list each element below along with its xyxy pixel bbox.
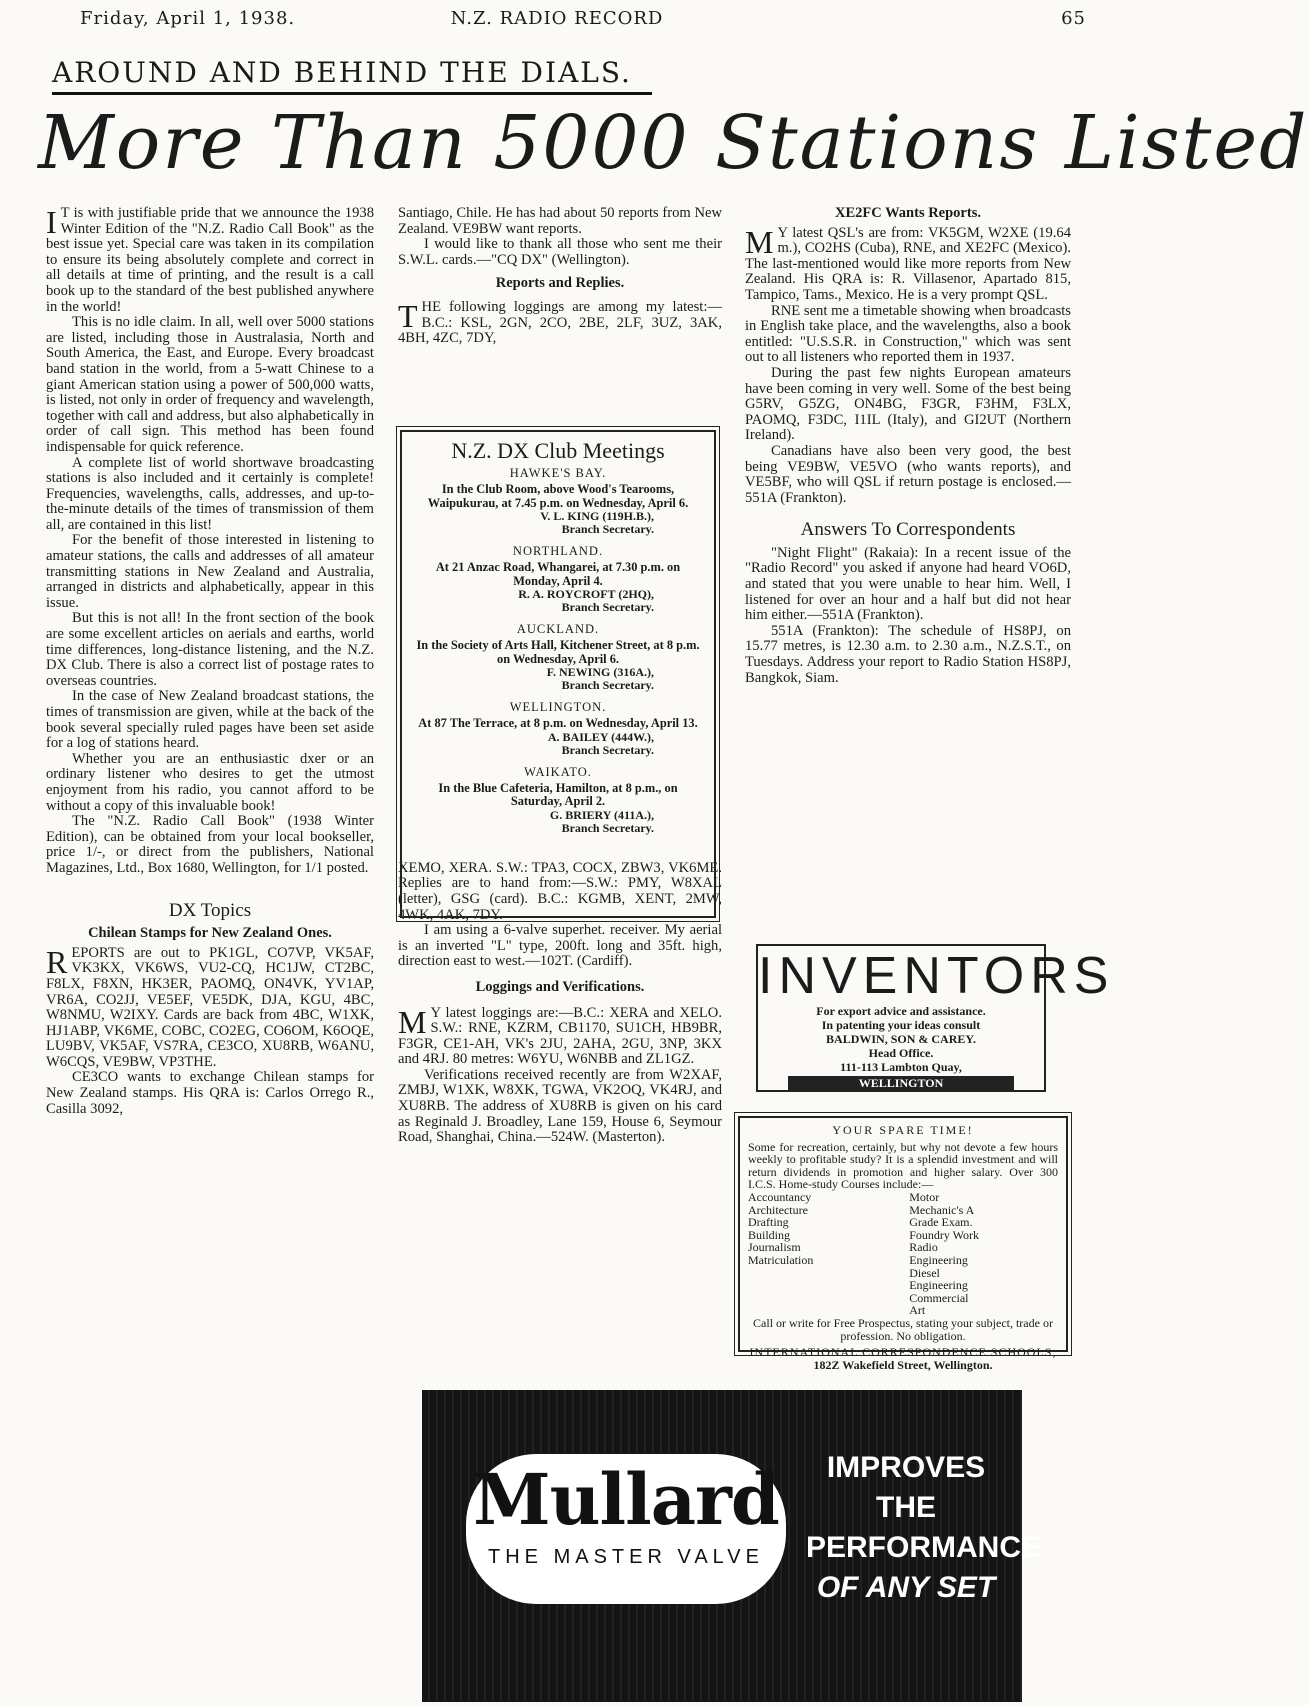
answers-heading: Answers To Correspondents	[800, 519, 1016, 541]
course-item: Accountancy	[748, 1189, 812, 1204]
branch-details: In the Blue Cafeteria, Hamilton, at 8 p.m., on Saturday, April 2.	[438, 781, 678, 809]
issue-date: Friday, April 1, 1938.	[80, 8, 296, 29]
article-para-8: The "N.Z. Radio Call Book" (1938 Winter Edition), can be obtained from your local bookseller, price 1/-, or direct from the publishers, National Magazines, Ltd., Box 1680, Wellington, for 1/1 posted.	[46, 813, 374, 876]
ce3co-para: CE3CO wants to exchange Chilean stamps for New Zealand stamps. His QRA is: Carlos Orrego R., Casilla 3092,	[46, 1069, 374, 1117]
slogan-line: PERFORMANCE	[806, 1531, 1042, 1564]
ad-title: INVENTORS	[758, 947, 1115, 1005]
branch-details: In the Club Room, above Wood's Tearooms, Waipukurau, at 7.45 p.m. on Wednesday, April 6.	[427, 482, 689, 510]
canadians-para: Canadians have also been very good, the best being VE9BW, VE5VO (who wants reports), and VE5BF, who will QSL if return postage is enclosed.—551A (Frankton).	[745, 442, 1071, 506]
secretary-title: Branch Secretary.	[561, 522, 654, 537]
course-item: Journalism	[748, 1240, 801, 1255]
secretary-title: Branch Secretary.	[561, 742, 654, 757]
course-item: Architecture	[748, 1202, 808, 1217]
ad-body: Some for recreation, certainly, but why not devote a few hours weekly to profitable study? It is a splendid investment and will return dividends in promotion and higher salary. Over 300 I.C.S. Home-study Courses include:—	[748, 1139, 1058, 1192]
course-item: Drafting	[748, 1215, 789, 1230]
article-para-5: But this is not all! In the front section of the book are some excellent articles on aerials and earths, world time differences, long-distance listening, and the N.Z. DX Club. There is also a correct list of postage rates to overseas countries.	[46, 610, 374, 689]
drop-cap: R	[46, 943, 68, 980]
ad-address: 182Z Wakefield Street, Wellington.	[813, 1357, 993, 1372]
branch-northland: NORTHLAND.	[512, 544, 604, 559]
branch-hawkes-bay: HAWKE'S BAY.	[509, 466, 607, 481]
headline: More Than 5000 Stations Listed	[38, 100, 1309, 186]
rne-para: RNE sent me a timetable showing when broadcasts in English take place, and the wavelengths, also a book entitled: "U.S.S.R. in Construction," which was sent out to all listeners who reported them in 1937.	[745, 302, 1071, 366]
secretary-title: Branch Secretary.	[561, 820, 654, 835]
secretary-name: R. A. ROYCROFT (2HQ),	[518, 586, 654, 601]
box-title: N.Z. DX Club Meetings	[451, 438, 665, 463]
verifications-para: Verifications received recently are from W2XAF, ZMBJ, W1XK, W8XK, TGWA, VK2OQ, VK4RJ, and XU8RB. The address of XU8RB is given on his card as Reginald J. Broadley, Lane 159, House 6, Seymour Road, Shanghai, China.—524W. (Masterton).	[398, 1066, 722, 1146]
ad-call: Call or write for Free Prospectus, stating your subject, trade or profession. No obligation.	[753, 1315, 1053, 1343]
article-para-6: In the case of New Zealand broadcast stations, the times of transmission are given, while at the back of the book several specially ruled pages have been set aside for a log of stations heard.	[46, 688, 374, 752]
article-para-2: This is no idle claim. In all, well over 5000 stations are listed, including those in Australasia, North and South America, the East, and Europe. Every broadcast band station in the world, from a 5-watt Chinese to a giant American station using a power of 500,000 watts, is listed, not only in order of frequency and wavelength, together with call and address, but also alphabetically in order of call sign. This method has been found indispensable for quick reference.	[46, 314, 374, 455]
drop-cap: M	[398, 1003, 427, 1040]
inventors-ad	[756, 944, 1115, 1092]
latest-loggings-para: M Y latest loggings are:—B.C.: XERA and XELO. S.W.: RNE, KZRM, CB1170, SU1CH, HB9BR, F3GR, CE1-AH, VK's 2JU, 2AHA, 2GU, 3NP, 3KX and 4RJ. 80 metres: W6YU, W6NBB and ZL1GZ.	[398, 1003, 722, 1068]
course-item: Matriculation	[748, 1252, 814, 1267]
qsl-para: M Y latest QSL's are from: VK5GM, W2XE (19.64 m.), CO2HS (Cuba), RNE, and XE2FC (Mexico). The last-mentioned would like more reports from New Zealand. His QRA is: R. Villasenor, Apartado 815, Tampico, Tams., Mexico. He is a very prompt QSL.	[745, 223, 1071, 303]
article-para-3: A complete list of world shortwave broadcasting stations is also included and it certainly is complete! Frequencies, wavelengths, calls, addresses, and up-to-the-minute details of the times of transmission of them all, are contained in this list!	[46, 454, 374, 533]
thanks-para: I would like to thank all those who sent me their S.W.L. cards.—"CQ DX" (Wellington).	[398, 236, 722, 268]
reports-para: REPORTS are out to PK1GL, CO7VP, VK5AF, VK3KX, VK6WS, VU2-CQ, HC1JW, CT2BC, F8LX, F8XN, HK3ER, PAOMQ, ON4VK, YV1AP, VR6A, CO2JJ, VE5EF, VE5DK, DJA, KGU, 4BC, W8NMU, W2IXY. Cards are back from 4BC, W1XK, HJ1ABP, VK6ME, COBC, CO2EG, CO6OM, K6OQE, LU9BV, VK5AF, VS7RA, CE3CO, XU8RB, W6ANU, W6CQS, VE9BW, VP3THE.	[46, 943, 374, 1070]
santiago-para: Santiago, Chile. He has had about 50 reports from New Zealand. VE9BW want reports.	[398, 205, 722, 237]
secretary-name: F. NEWING (316A.),	[546, 664, 654, 679]
reports-replies-heading: Reports and Replies.	[495, 275, 625, 292]
drop-cap: T	[398, 297, 418, 334]
ad-slogan	[806, 1448, 1042, 1608]
european-para: During the past few nights European amateurs have been coming in very well. Some of the best being G5RV, G5ZG, ON4BG, F3GR, F3HM, F3LX, PAOMQ, F3DC, I1IL (Italy), and GI2UT (Northern Ireland).	[745, 364, 1071, 444]
slogan-line: IMPROVES THE	[826, 1451, 986, 1524]
loggings-verifications-heading: Loggings and Verifications.	[475, 978, 645, 995]
article-para-4: For the benefit of those interested in listening to amateur stations, the calls and addresses of all amateur transmitting stations in New Zealand and Australia, arranged in districts and alphabetically, appear in this issue.	[46, 532, 374, 611]
branch-details: In the Society of Arts Hall, Kitchener Street, at 8 p.m. on Wednesday, April 6.	[416, 638, 700, 666]
course-item: Radio Engineering	[909, 1240, 968, 1267]
section-title: AROUND AND BEHIND THE DIALS.	[52, 56, 632, 89]
publication-name: N.Z. RADIO RECORD	[450, 8, 664, 29]
chilean-stamps-heading: Chilean Stamps for New Zealand Ones.	[88, 925, 332, 942]
receiver-para: I am using a 6-valve superhet. receiver. My aerial is an inverted "L" type, 200ft. long and 35ft. high, direction east to west.—102T. (Cardiff).	[398, 922, 722, 970]
column-1	[46, 206, 374, 1117]
drop-cap: I	[46, 204, 57, 240]
column-3	[745, 206, 1071, 936]
brand-name: Mullard	[473, 1458, 779, 1541]
ad-address: 111-113 Lambton Quay,	[840, 1060, 962, 1074]
article-para-1: I T is with justifiable pride that we announce the 1938 Winter Edition of the "N.Z. Radio Call Book" as the best issue yet. Special care was taken in its compilation to ensure its being absolutely complete and correct in all details at time of printing, and the result is a call book up to the standard of the best published anywhere in the world!	[46, 204, 374, 315]
course-item: Building	[748, 1227, 791, 1242]
ics-ad	[738, 1116, 1068, 1372]
course-item: Diesel Engineering	[909, 1265, 968, 1293]
hs8pj-para: 551A (Frankton): The schedule of HS8PJ, on 15.77 metres, is 12.30 a.m. to 2.30 a.m., N.Z.S.T., on Tuesdays. Address your report to Radio Station HS8PJ, Bangkok, Siam.	[745, 622, 1071, 686]
dx-topics-heading: DX Topics	[168, 899, 252, 921]
dx-club-meetings-box	[400, 430, 716, 918]
brand-tagline: THE MASTER VALVE	[488, 1546, 764, 1568]
slogan-line: OF ANY SET	[816, 1571, 996, 1604]
section-rule	[52, 92, 652, 95]
drop-cap: M	[745, 223, 774, 260]
branch-waikato: WAIKATO.	[524, 765, 592, 780]
secretary-name: V. L. KING (119H.B.),	[540, 508, 654, 523]
branch-auckland: AUCKLAND.	[516, 622, 600, 637]
secretary-title: Branch Secretary.	[561, 678, 654, 693]
mullard-ad	[422, 1390, 1042, 1702]
mullard-logo	[466, 1454, 786, 1604]
xemo-para: XEMO, XERA. S.W.: TPA3, COCX, ZBW3, VK6ME. Replies are to hand from:—S.W.: PMY, W8XAL (letter), GSG (card). B.C.: KGMB, XENT, 2MW, 4WK, 4AK, 7DY.	[398, 859, 722, 923]
branch-details: At 87 The Terrace, at 8 p.m. on Wednesday, April 13.	[418, 716, 698, 731]
ad-line: In patenting your ideas consult	[821, 1018, 981, 1032]
course-item: Motor Mechanic's A Grade Exam.	[909, 1189, 974, 1230]
branch-wellington: WELLINGTON.	[509, 700, 607, 715]
page-number: 65	[1061, 8, 1086, 29]
secretary-name: G. BRIERY (411A.),	[549, 807, 654, 822]
night-flight-para: "Night Flight" (Rakaia): In a recent issue of the "Radio Record" you asked if anyone had heard VO6D, and stated that you were unable to hear him. Well, I listened for over an hour and a half but did not hear him either.—551A (Frankton).	[745, 544, 1071, 624]
secretary-name: A. BAILEY (444W.),	[547, 729, 654, 744]
ad-title: YOUR SPARE TIME!	[832, 1123, 974, 1137]
ad-org: INTERNATIONAL CORRESPONDENCE SCHOOLS,	[749, 1345, 1057, 1360]
ad-firm: BALDWIN, SON & CAREY.	[826, 1032, 976, 1046]
course-list	[748, 1191, 1058, 1317]
ad-city: WELLINGTON	[788, 1076, 1014, 1090]
loggings-para: THE following loggings are among my latest:—B.C.: KSL, 2GN, 2CO, 2BE, 2LF, 3UZ, 3AK, 4BH, 4ZC, 7DY,	[398, 297, 722, 347]
secretary-title: Branch Secretary.	[561, 600, 654, 615]
ad-line: For export advice and assistance.	[816, 1004, 986, 1018]
course-item: Commercial Art	[909, 1290, 969, 1318]
ad-line: Head Office.	[868, 1046, 934, 1060]
course-item: Foundry Work	[909, 1227, 980, 1242]
xe2fc-heading: XE2FC Wants Reports.	[835, 205, 981, 221]
article-para-7: Whether you are an enthusiastic dxer or an ordinary listener who desires to get the utmost enjoyment from his radio, you cannot afford to be without a copy of this invaluable book!	[46, 750, 374, 814]
branch-details: At 21 Anzac Road, Whangarei, at 7.30 p.m. on Monday, April 4.	[435, 560, 681, 588]
